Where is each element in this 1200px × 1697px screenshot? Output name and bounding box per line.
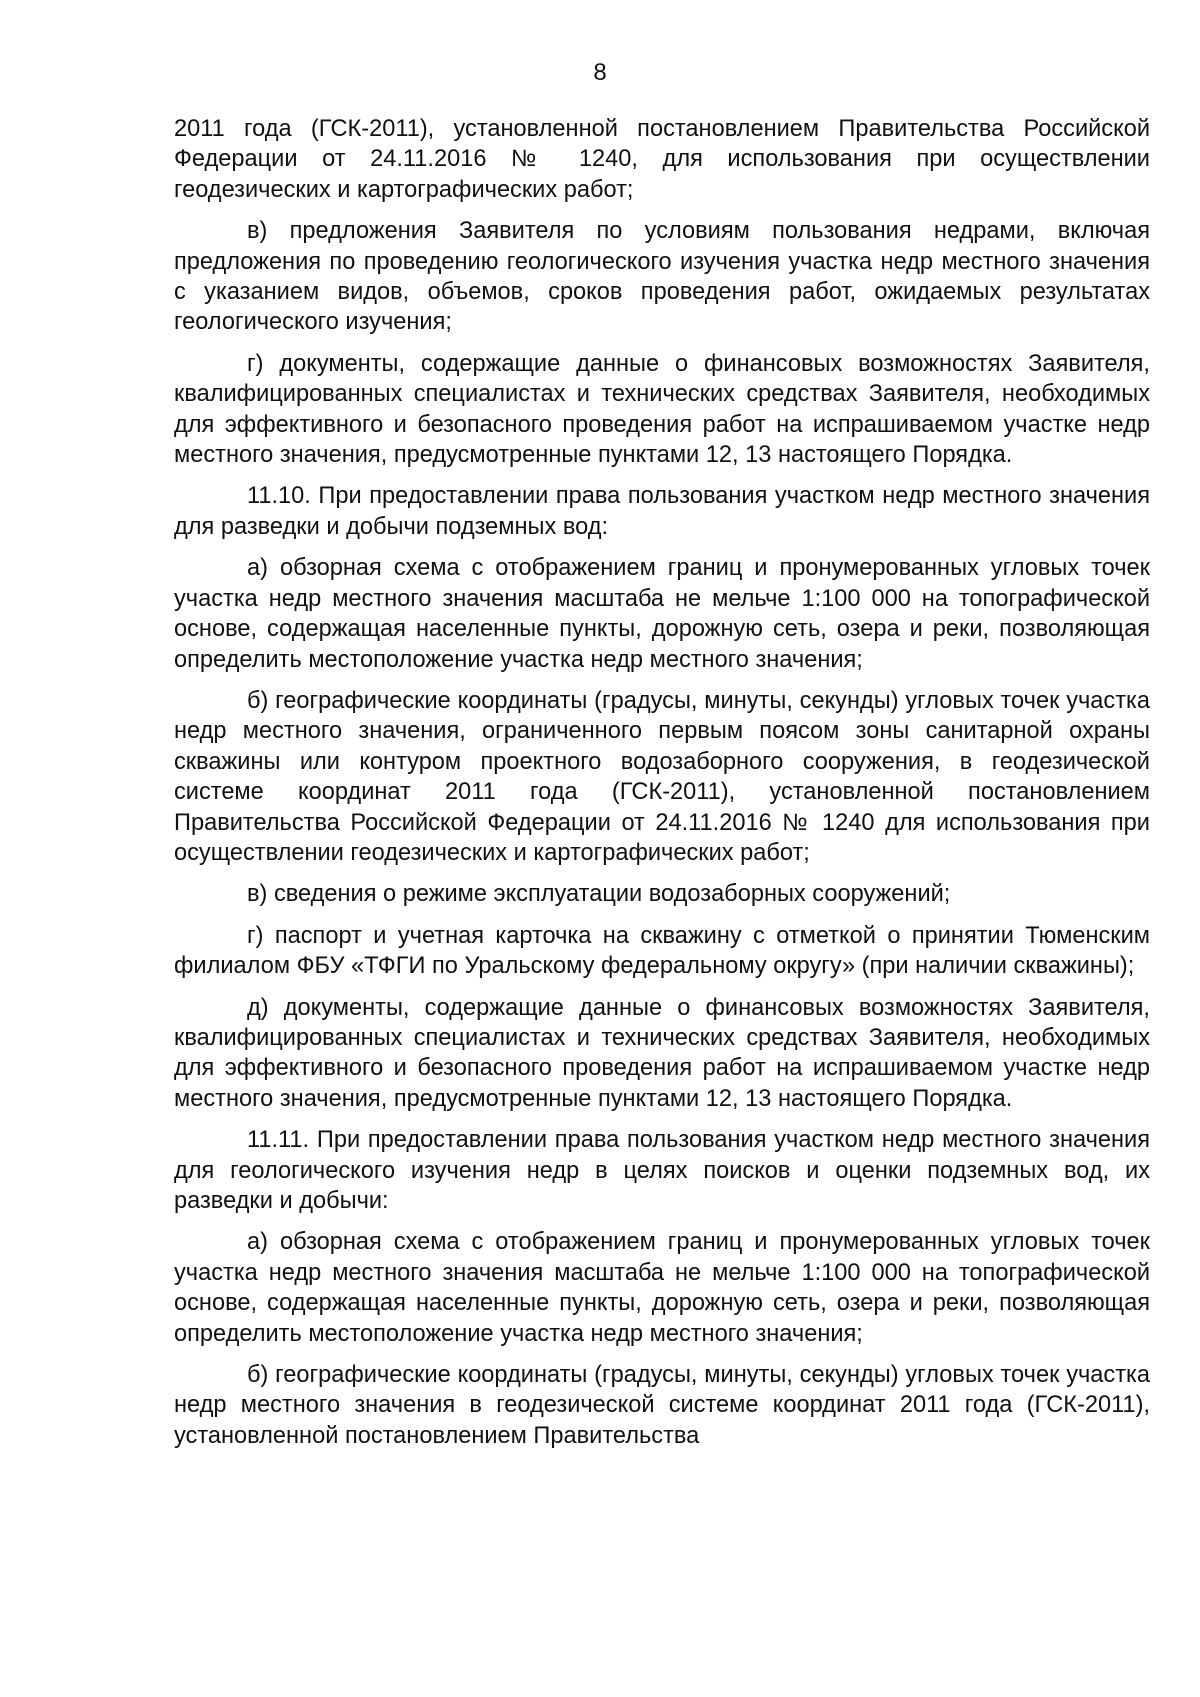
paragraph-clause-11-11: 11.11. При предоставлении права пользования участком недр местного значения для геологического изучения недр в целях поисков и оценки подземных вод, их разведки и добычи: bbox=[174, 1127, 1150, 1214]
paragraph-item-d: д) документы, содержащие данные о финансовых возможностях Заявителя, квалифицированных специалистах и технических средствах Заявителя, необходимых для эффективного и безопасного проведения работ на испрашиваемом участке недр местного значения, предусмотренные пунктами 12, 13 настоящего Порядка. bbox=[174, 994, 1150, 1112]
paragraph-item-a: а) обзорная схема с отображением границ и пронумерованных угловых точек участка недр местного значения масштаба не мельче 1:100 000 на топографической основе, содержащая населенные пункты, дорожную сеть, озера и реки, позволяющая определить местоположение участка недр местного значения; bbox=[174, 555, 1150, 673]
paragraph-item-a: а) обзорная схема с отображением границ и пронумерованных угловых точек участка недр местного значения масштаба не мельче 1:100 000 на топографической основе, содержащая населенные пункты, дорожную сеть, озера и реки, позволяющая определить местоположение участка недр местного значения; bbox=[174, 1229, 1150, 1347]
paragraph-item-g: г) паспорт и учетная карточка на скважину с отметкой о принятии Тюменским филиалом ФБУ «ТФГИ по Уральскому федеральному округу» (при наличии скважины); bbox=[174, 922, 1150, 980]
paragraph-clause-11-10: 11.10. При предоставлении права пользования участком недр местного значения для разведки и добычи подземных вод: bbox=[174, 483, 1150, 540]
paragraph-item-b: б) географические координаты (градусы, минуты, секунды) угловых точек участка недр местного значения, ограниченного первым поясом зоны санитарной охраны скважины или контуром проектного водозаборного сооружения, в геодезической системе координат 2011 года (ГСК-2011), установленной постановлением Правительства Российской Федерации от 24.11.2016 № 1240 для использования при осуществлении геодезических и картографических работ; bbox=[174, 687, 1150, 866]
paragraph-item-b: б) географические координаты (градусы, минуты, секунды) угловых точек участка недр местного значения в геодезической системе координат 2011 года (ГСК-2011), установленной постановлением Правительства bbox=[174, 1362, 1150, 1449]
paragraph-item-v: в) предложения Заявителя по условиям пользования недрами, включая предложения по проведению геологического изучения участка недр местного значения с указанием видов, объемов, сроков проведения работ, ожидаемых результатах геологического изучения; bbox=[174, 218, 1150, 336]
paragraph-item-g: г) документы, содержащие данные о финансовых возможностях Заявителя, квалифицированных специалистах и технических средствах Заявителя, необходимых для эффективного и безопасного проведения работ на испрашиваемом участке недр местного значения, предусмотренные пунктами 12, 13 настоящего Порядка. bbox=[174, 350, 1150, 469]
paragraph-item-v: в) сведения о режиме эксплуатации водозаборных сооружений; bbox=[247, 881, 951, 908]
paragraph-continuation: 2011 года (ГСК-2011), установленной постановлением Правительства Российской Федерации от 24.11.2016 № 1240, для использования при осуществлении геодезических и картографических работ; bbox=[174, 116, 1150, 203]
document-body bbox=[174, 114, 1150, 1462]
page-number: 8 bbox=[593, 59, 607, 86]
